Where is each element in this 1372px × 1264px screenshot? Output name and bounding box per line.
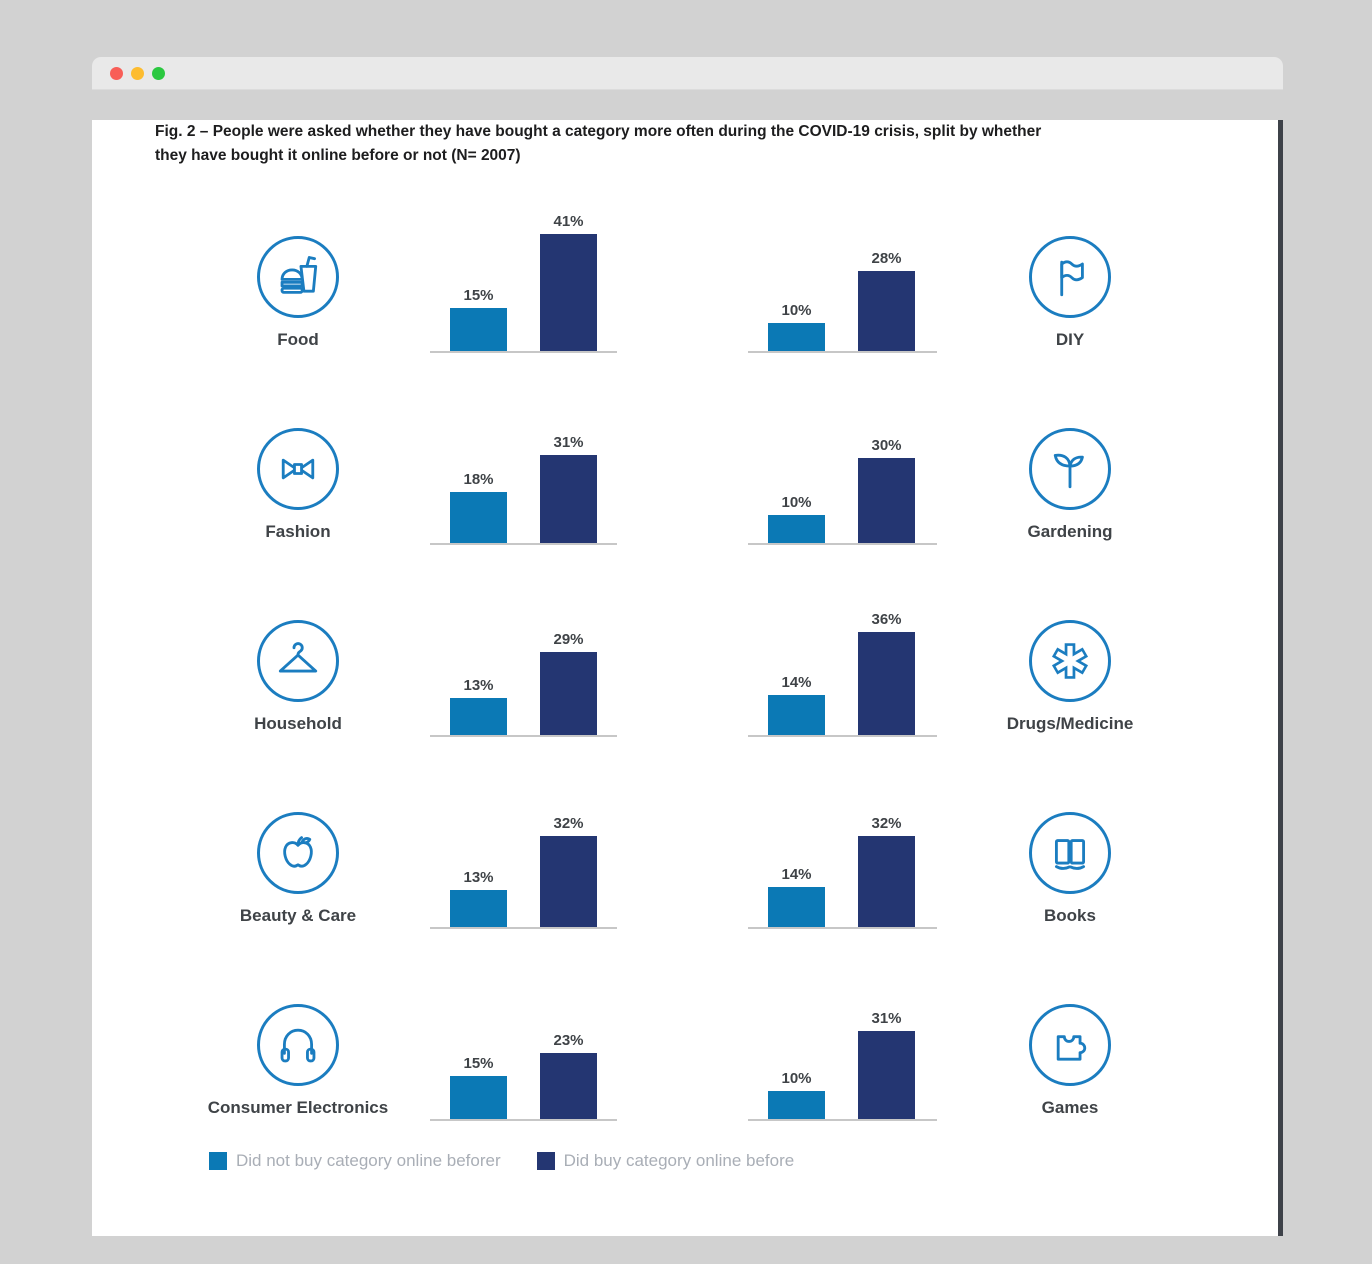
minimize-button[interactable]	[131, 67, 144, 80]
category-icon-block	[198, 812, 398, 926]
bar-group	[768, 1070, 825, 1120]
bar-value-label: 13%	[463, 868, 494, 886]
bar-group	[768, 674, 825, 735]
bar	[858, 632, 915, 735]
bar	[450, 492, 507, 543]
legend-swatch	[537, 1152, 555, 1170]
mini-bar-chart	[430, 567, 617, 737]
bar-value-label: 31%	[553, 433, 584, 451]
bar-group	[540, 1032, 597, 1119]
bar-value-label: 30%	[871, 436, 902, 454]
fashion-bowtie-icon	[257, 428, 339, 510]
mini-bar-chart	[748, 183, 937, 353]
category-icon-block	[970, 1004, 1170, 1118]
bar	[858, 1031, 915, 1119]
bar-group	[858, 250, 915, 351]
axis-baseline	[748, 1119, 937, 1121]
bar-value-label: 10%	[781, 301, 812, 319]
beauty-apple-icon	[257, 812, 339, 894]
axis-baseline	[430, 1119, 617, 1121]
category-icon-block	[970, 812, 1170, 926]
zoom-button[interactable]	[152, 67, 165, 80]
bar-value-label: 23%	[553, 1032, 584, 1050]
category-label: Food	[277, 330, 319, 349]
bar-value-label: 36%	[871, 611, 902, 629]
category-icon-block	[970, 428, 1170, 542]
legend-item	[537, 1151, 795, 1171]
bar-group	[540, 434, 597, 543]
chart-row	[92, 161, 1278, 353]
bar	[858, 836, 915, 927]
bar-group	[858, 815, 915, 927]
chart-rows	[92, 161, 1278, 1121]
bar-value-label: 32%	[871, 814, 902, 832]
bar	[450, 890, 507, 927]
bar-value-label: 15%	[463, 287, 494, 305]
bar-value-label: 13%	[463, 676, 494, 694]
food-icon	[257, 236, 339, 318]
games-puzzle-icon	[1029, 1004, 1111, 1086]
category-icon-block	[970, 236, 1170, 350]
category-label: Household	[254, 714, 342, 733]
mini-bar-chart	[748, 375, 937, 545]
bar	[540, 455, 597, 543]
bar-value-label: 32%	[553, 814, 584, 832]
bar	[540, 234, 597, 351]
chart-row	[92, 929, 1278, 1121]
mini-bar-chart	[748, 759, 937, 929]
bar-value-label: 29%	[553, 631, 584, 649]
figure-caption-line2: they have bought it online before or not (N= 2007)	[155, 146, 521, 164]
diy-flag-icon	[1029, 236, 1111, 318]
bar	[450, 1076, 507, 1119]
category-label: Games	[1041, 1098, 1099, 1117]
bar-value-label: 10%	[781, 493, 812, 511]
bar	[768, 887, 825, 927]
bar-group	[540, 213, 597, 351]
bar	[858, 458, 915, 544]
bar-group	[450, 869, 507, 927]
drugs-medicine-icon	[1029, 620, 1111, 702]
mini-bar-chart	[748, 567, 937, 737]
category-label: Beauty & Care	[239, 906, 357, 925]
category-label: DIY	[1055, 330, 1085, 349]
bar-value-label: 28%	[871, 250, 902, 268]
bar	[768, 1091, 825, 1120]
category-label: Books	[1044, 906, 1096, 925]
bar-group	[540, 815, 597, 927]
legend-label: Did not buy category online beforer	[236, 1151, 501, 1170]
bar-group	[450, 471, 507, 543]
legend-item	[209, 1151, 501, 1171]
close-button[interactable]	[110, 67, 123, 80]
bar-value-label: 14%	[781, 674, 812, 692]
figure-caption-line1: Fig. 2 – People were asked whether they have bought a category more often during the COVID-19 crisis, split by whether	[155, 123, 1042, 140]
category-label: Fashion	[265, 522, 331, 541]
category-label: Drugs/Medicine	[1006, 714, 1134, 733]
bar	[450, 308, 507, 351]
category-label: Consumer Electronics	[207, 1098, 389, 1117]
bar	[450, 698, 507, 735]
mini-bar-chart	[430, 375, 617, 545]
category-icon-block	[198, 428, 398, 542]
bar-group	[768, 866, 825, 927]
bar-group	[768, 494, 825, 544]
bar	[768, 515, 825, 544]
mini-bar-chart	[430, 951, 617, 1121]
bar-group	[450, 677, 507, 735]
category-icon-block	[970, 620, 1170, 734]
bar	[540, 836, 597, 927]
category-icon-block	[198, 620, 398, 734]
window-content	[92, 120, 1283, 1236]
bar	[540, 652, 597, 735]
bar-group	[858, 611, 915, 735]
bar	[768, 323, 825, 352]
bar	[540, 1053, 597, 1119]
bar	[858, 271, 915, 351]
category-label: Gardening	[1027, 522, 1113, 541]
legend-label: Did buy category online before	[563, 1151, 795, 1170]
bar-value-label: 10%	[781, 1069, 812, 1087]
bar-value-label: 14%	[781, 866, 812, 884]
bar-group	[450, 1055, 507, 1119]
bar-value-label: 31%	[871, 1009, 902, 1027]
bar-value-label: 15%	[463, 1055, 494, 1073]
household-hanger-icon	[257, 620, 339, 702]
legend	[209, 1151, 1278, 1171]
chart-row	[92, 353, 1278, 545]
mini-bar-chart	[430, 183, 617, 353]
mini-bar-chart	[748, 951, 937, 1121]
category-icon-block	[198, 1004, 398, 1118]
window-titlebar	[92, 57, 1283, 90]
bar-group	[768, 302, 825, 352]
chart-row	[92, 545, 1278, 737]
window	[92, 57, 1283, 1207]
bar	[768, 695, 825, 735]
bar-group	[858, 1010, 915, 1119]
legend-swatch	[209, 1152, 227, 1170]
figure-caption	[155, 120, 1185, 167]
gardening-sprout-icon	[1029, 428, 1111, 510]
bar-group	[858, 437, 915, 544]
consumer-electronics-headphones-icon	[257, 1004, 339, 1086]
category-icon-block	[198, 236, 398, 350]
bar-group	[450, 287, 507, 351]
bar-value-label: 18%	[463, 470, 494, 488]
bar-value-label: 41%	[553, 213, 584, 231]
chart-row	[92, 737, 1278, 929]
books-icon	[1029, 812, 1111, 894]
mini-bar-chart	[430, 759, 617, 929]
bar-group	[540, 631, 597, 735]
